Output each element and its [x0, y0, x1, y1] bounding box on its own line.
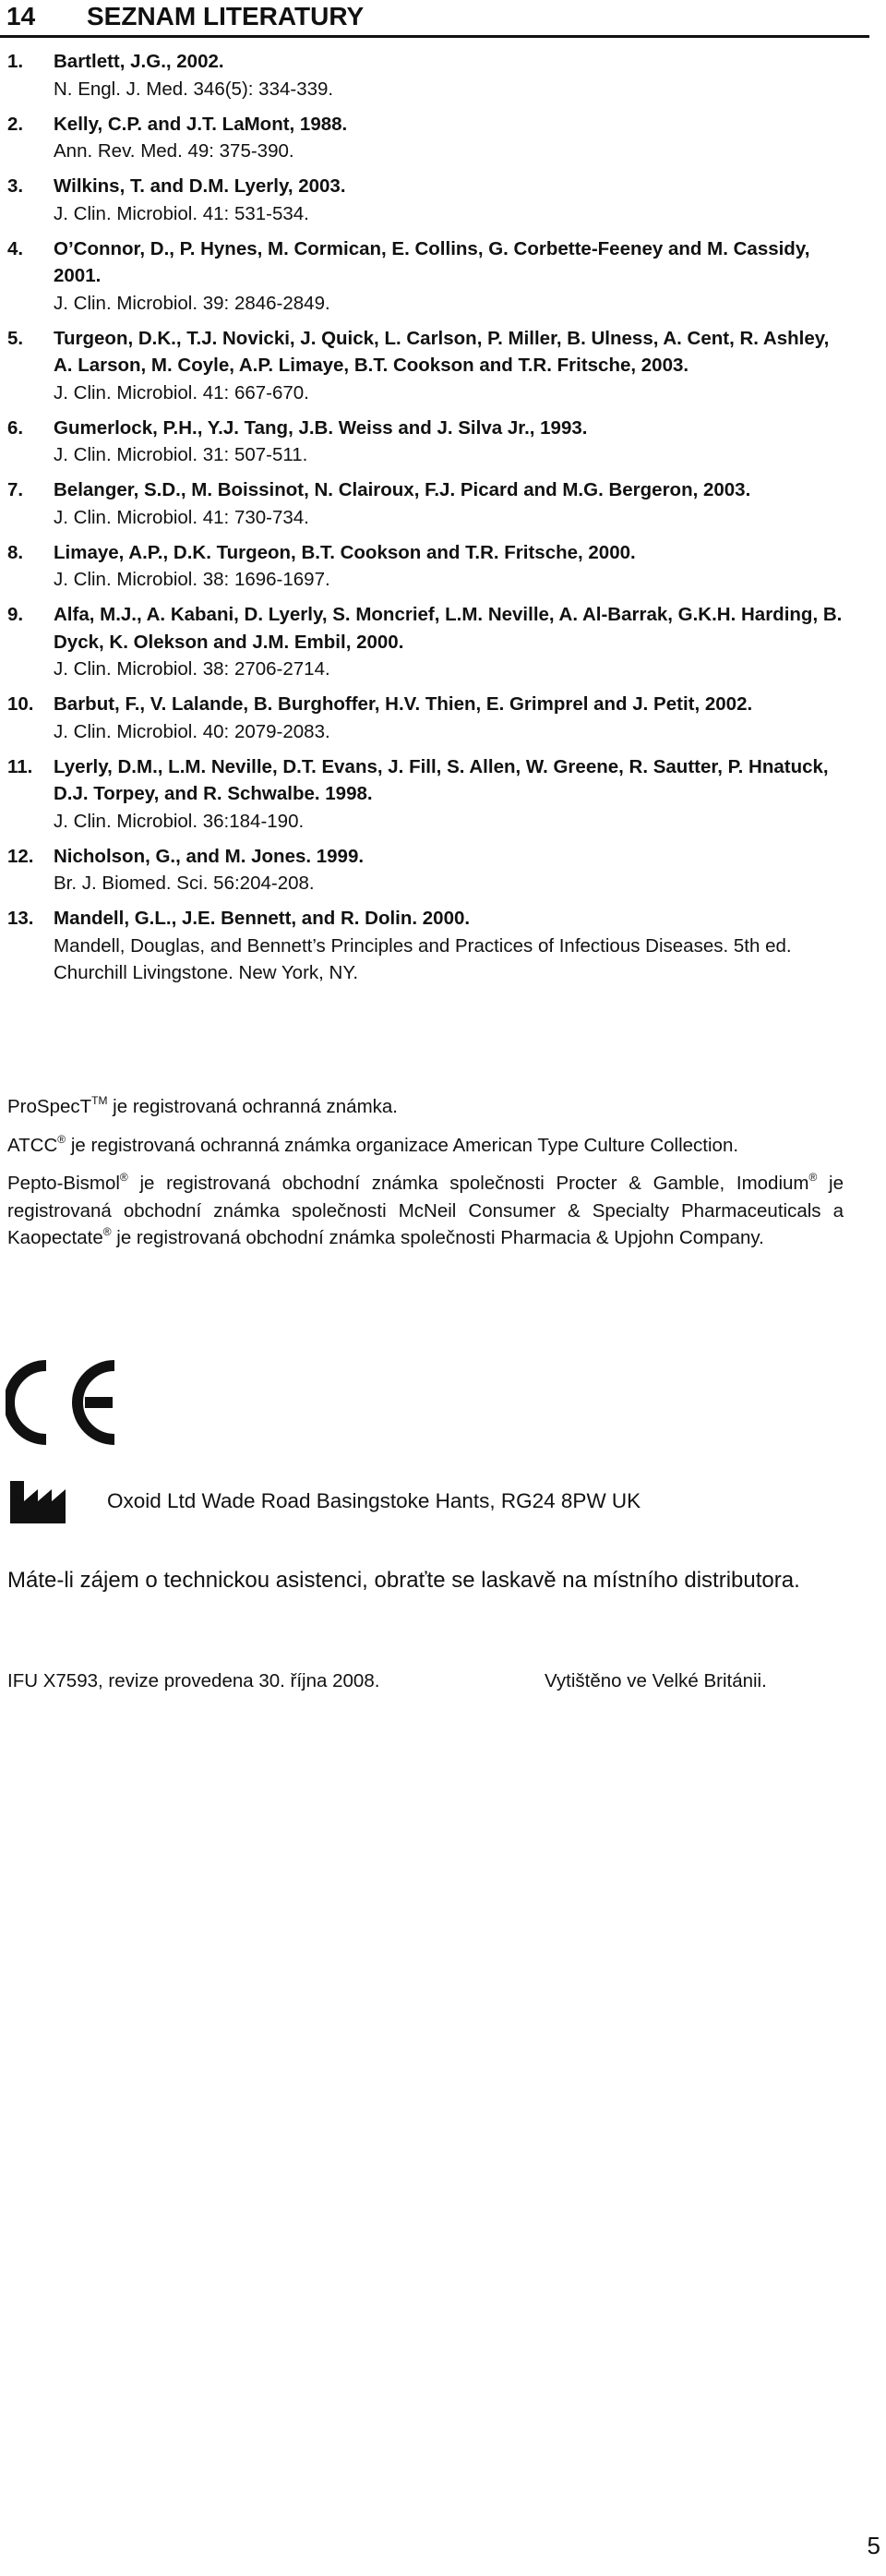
- reference-authors: Barbut, F., V. Lalande, B. Burghoffer, H.V. Thien, E. Grimprel and J. Petit, 2002.: [54, 693, 753, 715]
- reference-item: [7, 415, 844, 469]
- reference-authors: Turgeon, D.K., T.J. Novicki, J. Quick, L. Carlson, P. Miller, B. Ulness, A. Cent, R. Ashley, A. Larson, M. Coyle, A.P. Limaye, B.T. Cookson and T.R. Fritsche, 2003.: [54, 327, 830, 376]
- reference-item: [7, 325, 844, 407]
- kaopectate-name: Kaopectate: [7, 1227, 103, 1248]
- imodium-text: je registrovaná obchodní známka společnosti McNeil Consumer & Specialty Pharmaceuticals a: [7, 1173, 844, 1222]
- manufacturer-icon: [7, 1474, 74, 1525]
- reference-number: 8.: [7, 541, 24, 563]
- reference-source: N. Engl. J. Med. 346(5): 334-339.: [54, 78, 334, 100]
- reference-item: [7, 753, 844, 836]
- registered-symbol: ®: [57, 1132, 66, 1146]
- reference-item: [7, 601, 844, 683]
- reference-item: [7, 48, 844, 102]
- atcc-trademark-note: [7, 1132, 844, 1160]
- reference-number: 12.: [7, 845, 34, 867]
- reference-item: [7, 173, 844, 227]
- technical-support-text: Máte-li zájem o technickou asistenci, obraťte se laskavě na místního distributora.: [7, 1568, 800, 1593]
- pepto-name: Pepto-Bismol: [7, 1173, 120, 1194]
- ifu-revision: IFU X7593, revize provedena 30. října 2008.: [7, 1670, 380, 1691]
- reference-source: J. Clin. Microbiol. 38: 2706-2714.: [54, 658, 330, 680]
- reference-item: [7, 905, 844, 987]
- reference-authors: Bartlett, J.G., 2002.: [54, 51, 224, 72]
- registered-symbol: ®: [808, 1171, 818, 1184]
- kaopectate-text: je registrovaná obchodní známka společnosti Pharmacia & Upjohn Company.: [111, 1227, 764, 1248]
- reference-source: J. Clin. Microbiol. 39: 2846-2849.: [54, 292, 330, 314]
- reference-authors: Wilkins, T. and D.M. Lyerly, 2003.: [54, 175, 346, 197]
- reference-number: 11.: [7, 755, 33, 777]
- reference-authors: Limaye, A.P., D.K. Turgeon, B.T. Cookson and T.R. Fritsche, 2000.: [54, 541, 636, 563]
- reference-number: 4.: [7, 237, 24, 259]
- reference-authors: Belanger, S.D., M. Boissinot, N. Clairoux, F.J. Picard and M.G. Bergeron, 2003.: [54, 479, 751, 500]
- reference-number: 5.: [7, 327, 24, 349]
- reference-authors: Nicholson, G., and M. Jones. 1999.: [54, 845, 365, 867]
- reference-item: [7, 539, 844, 594]
- reference-number: 9.: [7, 604, 24, 625]
- atcc-name: ATCC: [7, 1134, 58, 1156]
- reference-authors: Alfa, M.J., A. Kabani, D. Lyerly, S. Moncrief, L.M. Neville, A. Al-Barrak, G.K.H. Harding, B. Dyck, K. Olekson and J.M. Embil, 2000.: [54, 604, 843, 653]
- reference-number: 13.: [7, 908, 34, 929]
- reference-item: [7, 476, 844, 531]
- imodium-name: Imodium: [736, 1173, 809, 1194]
- pepto-text: je registrovaná obchodní známka společnosti Procter & Gamble,: [127, 1173, 736, 1194]
- reference-source: J. Clin. Microbiol. 38: 1696-1697.: [54, 569, 330, 590]
- reference-source: Br. J. Biomed. Sci. 56:204-208.: [54, 873, 315, 894]
- reference-source: Mandell, Douglas, and Bennett’s Principles and Practices of Infectious Diseases. 5th ed. Churchill Livingstone. New York, NY.: [54, 934, 792, 983]
- reference-source: J. Clin. Microbiol. 41: 730-734.: [54, 506, 309, 528]
- pepto-imodium-kaopectate-note: [7, 1170, 844, 1252]
- manufacturer-address: Oxoid Ltd Wade Road Basingstoke Hants, RG24 8PW UK: [107, 1489, 641, 1512]
- reference-number: 10.: [7, 693, 34, 715]
- reference-authors: Lyerly, D.M., L.M. Neville, D.T. Evans, J. Fill, S. Allen, W. Greene, R. Sautter, P. Hnatuck, D.J. Torpey, and R. Schwalbe. 1998.: [54, 755, 829, 804]
- section-title: SEZNAM LITERATURY: [87, 2, 365, 30]
- reference-number: 1.: [7, 51, 24, 72]
- ce-mark-icon: [6, 1360, 124, 1445]
- prospect-name: ProSpecT: [7, 1096, 92, 1117]
- trademark-notices: [7, 1093, 844, 1263]
- reference-item: [7, 111, 844, 165]
- reference-item: [7, 691, 844, 745]
- section-number: 14: [6, 2, 36, 30]
- reference-authors: Mandell, G.L., J.E. Bennett, and R. Dolin. 2000.: [54, 908, 471, 929]
- reference-item: [7, 843, 844, 897]
- section-heading: [0, 0, 869, 38]
- page-number: 5: [867, 2532, 880, 2559]
- reference-source: J. Clin. Microbiol. 41: 667-670.: [54, 381, 309, 403]
- reference-authors: Kelly, C.P. and J.T. LaMont, 1988.: [54, 113, 348, 135]
- reference-authors: Gumerlock, P.H., Y.J. Tang, J.B. Weiss and J. Silva Jr., 1993.: [54, 416, 588, 439]
- print-origin: Vytištěno ve Velké Británii.: [545, 1670, 767, 1691]
- reference-source: J. Clin. Microbiol. 31: 507-511.: [54, 444, 308, 465]
- reference-number: 3.: [7, 175, 24, 197]
- atcc-text: je registrovaná ochranná známka organizace American Type Culture Collection.: [66, 1134, 739, 1156]
- reference-source: J. Clin. Microbiol. 40: 2079-2083.: [54, 720, 330, 742]
- reference-item: [7, 235, 844, 318]
- registered-symbol: ®: [102, 1225, 112, 1238]
- prospect-trademark-note: [7, 1093, 844, 1121]
- reference-source: Ann. Rev. Med. 49: 375-390.: [54, 140, 294, 162]
- reference-number: 6.: [7, 416, 24, 439]
- reference-source: J. Clin. Microbiol. 36:184-190.: [54, 810, 305, 832]
- registered-symbol: ®: [119, 1171, 128, 1184]
- reference-source: J. Clin. Microbiol. 41: 531-534.: [54, 202, 309, 224]
- prospect-text: je registrovaná ochranná známka.: [107, 1096, 398, 1117]
- trademark-symbol: TM: [91, 1094, 108, 1107]
- reference-number: 2.: [7, 113, 24, 135]
- reference-list: [7, 48, 844, 994]
- reference-authors: O’Connor, D., P. Hynes, M. Cormican, E. Collins, G. Corbette-Feeney and M. Cassidy, 2001.: [54, 237, 810, 286]
- reference-number: 7.: [7, 479, 24, 500]
